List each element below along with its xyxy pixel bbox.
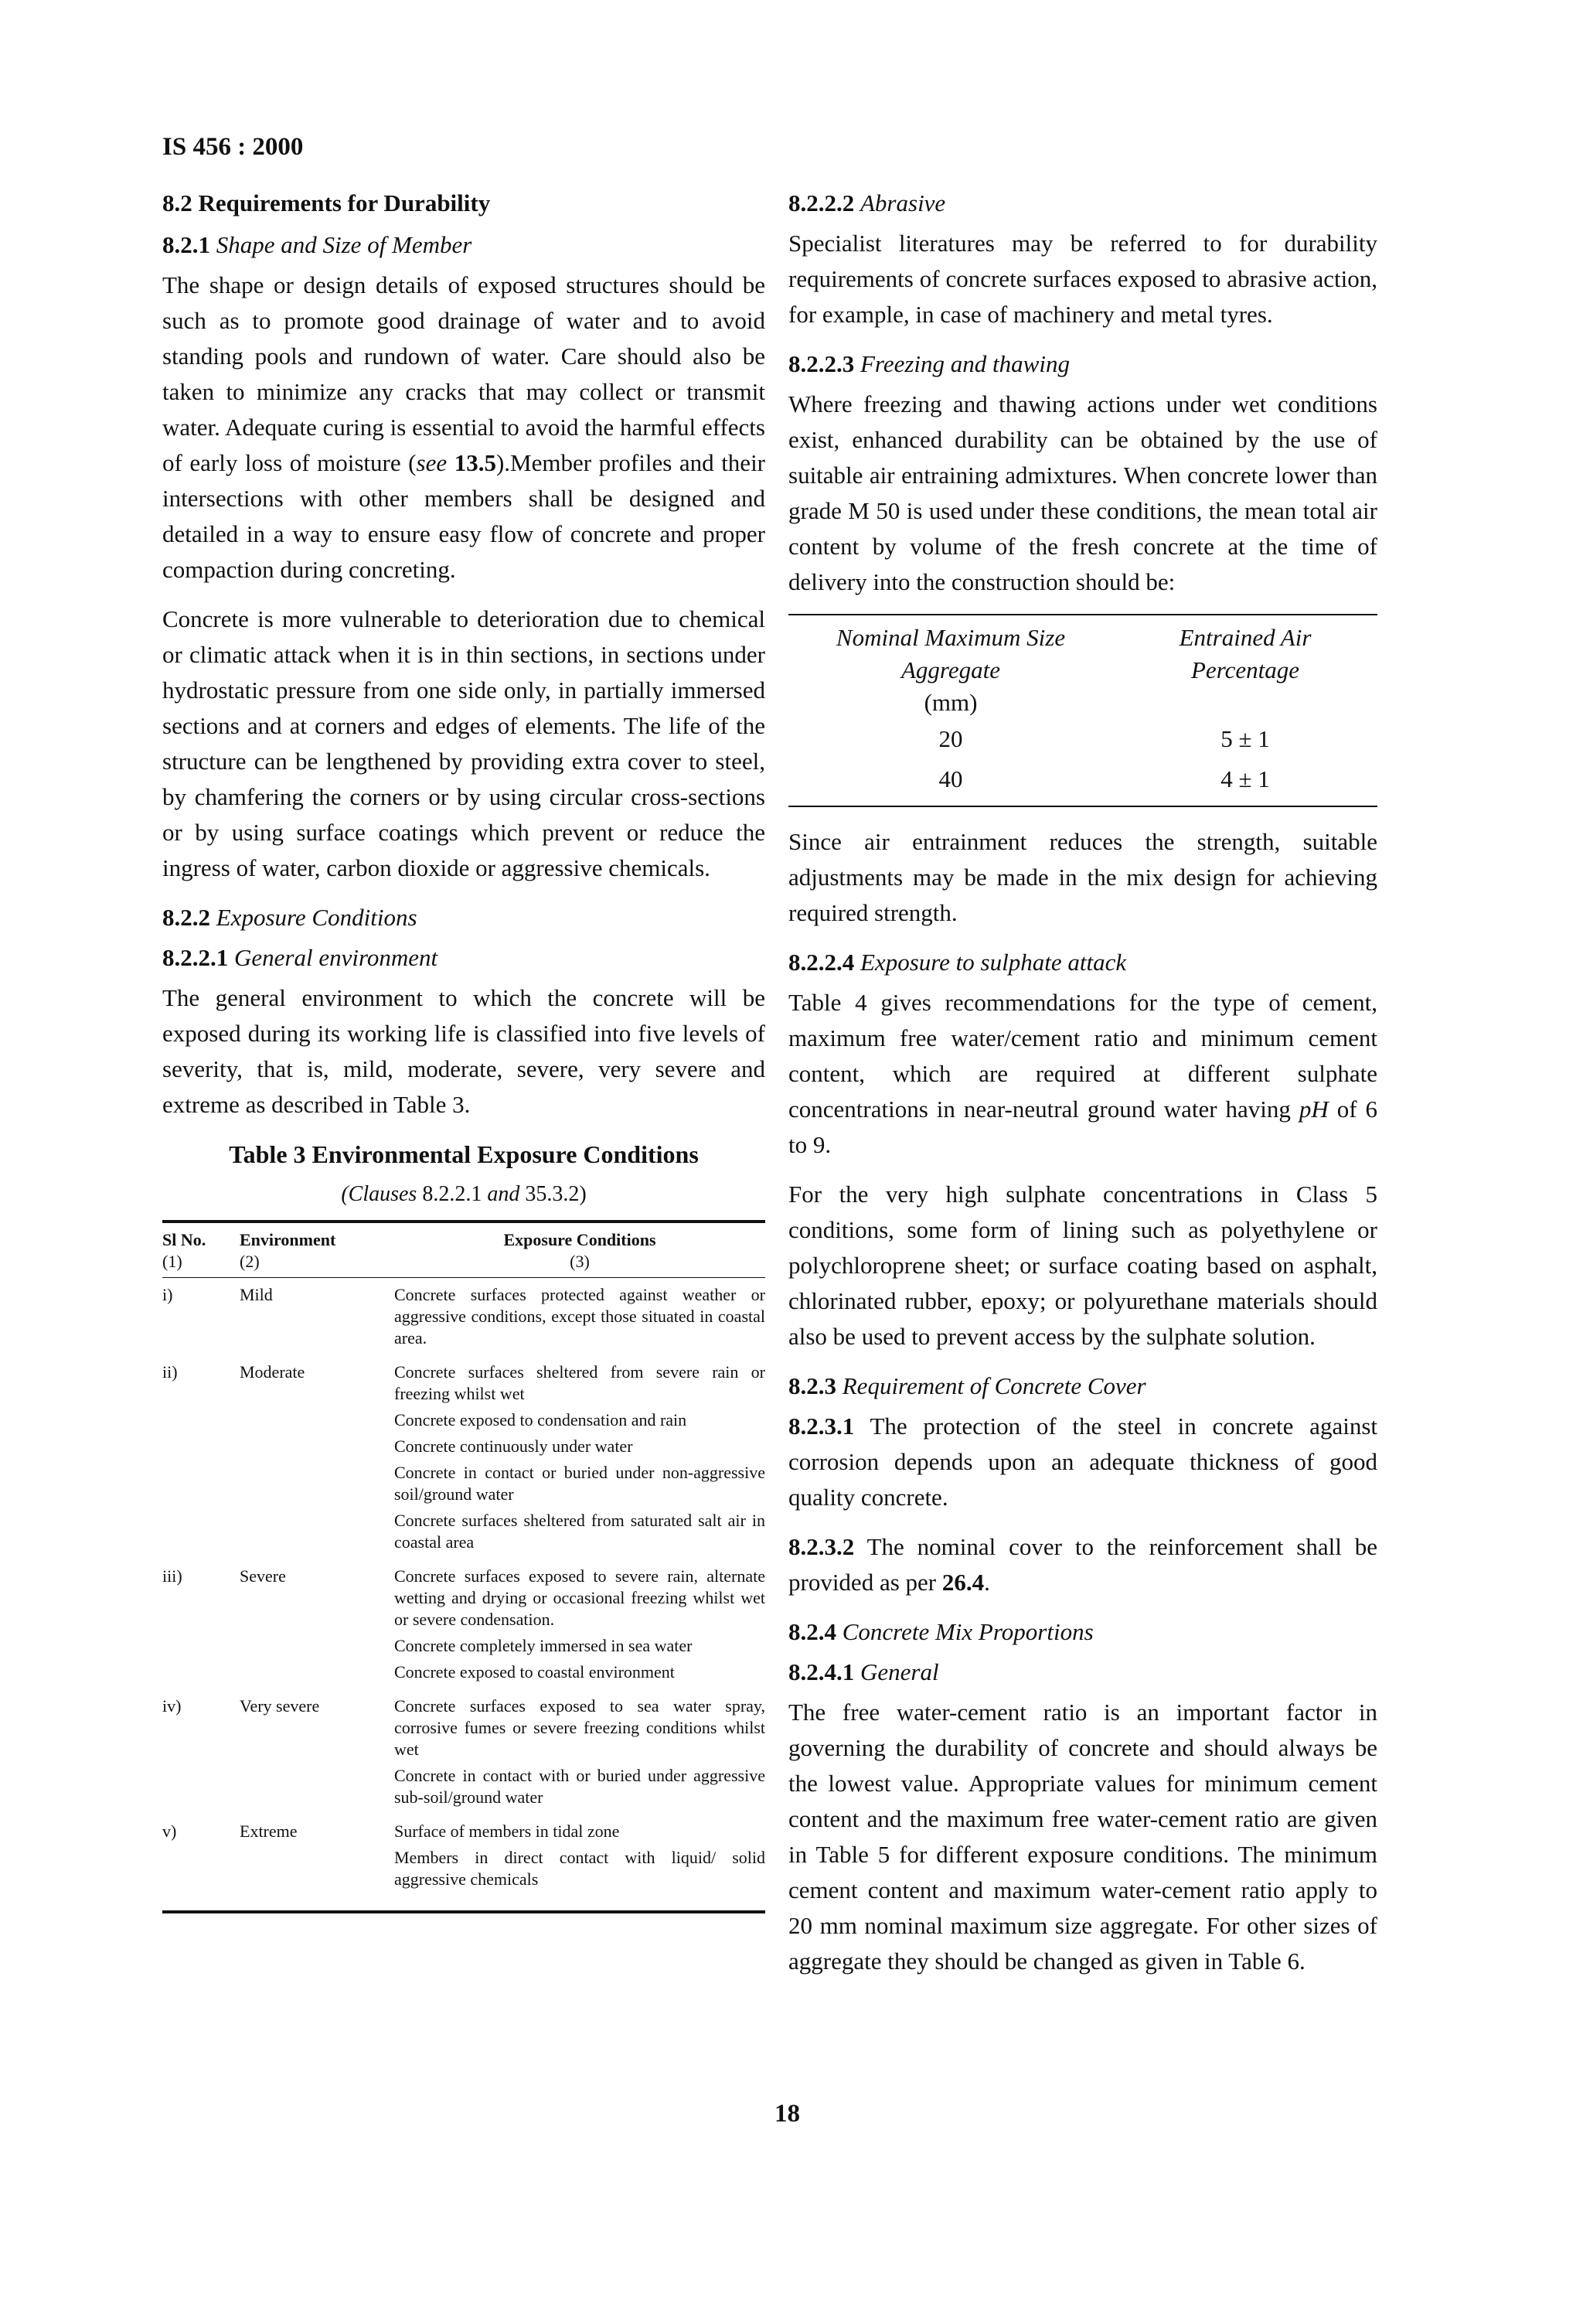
paragraph-8-2-3-2: 8.2.3.2 The nominal cover to the reinforcement shall be provided as per 26.4. — [788, 1533, 1377, 1596]
paragraph-vulnerability: Concrete is more vulnerable to deterioration due to chemical or climatic attack when it is in thin sections, in sections under hydrostatic pressure from one side only, in partially immersed sections and at corners and edges of elements. The life of the structure can be lengthened by providing extra cover to steel, by chamfering the corners or by using circular cross-sections or by using surface coatings which prevent or reduce the ingress of water, carbon dioxide or aggressive chemicals. — [162, 605, 765, 881]
exposure-condition: Concrete continuously under water — [394, 1436, 633, 1456]
row-environment: Severe — [240, 1566, 286, 1586]
header-exposure-conditions: Exposure Conditions — [503, 1230, 656, 1249]
exposure-condition: Concrete surfaces exposed to severe rain, alternate wetting and drying or occasional freezing whilst wet or severe condensation. — [394, 1566, 765, 1629]
row-sl-no: v) — [162, 1821, 177, 1841]
exposure-condition: Concrete in contact or buried under non-aggressive soil/ground water — [394, 1463, 765, 1504]
exposure-condition: Concrete completely immersed in sea water — [394, 1636, 693, 1655]
air-content-table — [788, 614, 1377, 807]
section-heading-8-2-2-2: 8.2.2.2 Abrasive — [788, 189, 946, 216]
exposure-condition: Concrete surfaces sheltered from saturated salt air in coastal area — [394, 1511, 765, 1552]
row-environment: Very severe — [240, 1696, 320, 1716]
header-environment: Environment — [240, 1230, 336, 1249]
row-environment: Extreme — [240, 1821, 298, 1841]
table-3-header-row — [162, 1229, 765, 1251]
section-heading-8-2-2-1: 8.2.2.1 General environment — [162, 944, 438, 971]
row-exposure-conditions — [394, 1284, 765, 1354]
section-heading-8-2-2: 8.2.2 Exposure Conditions — [162, 904, 417, 931]
row-exposure-conditions — [394, 1695, 765, 1813]
exposure-condition: Surface of members in tidal zone — [394, 1821, 620, 1841]
left-column — [162, 186, 765, 1913]
running-header: IS 456 : 2000 — [162, 133, 304, 161]
row-sl-no: iv) — [162, 1696, 182, 1716]
section-heading-8-2-1: 8.2.1 Shape and Size of Member — [162, 231, 472, 258]
right-column — [788, 186, 1377, 1993]
row-environment: Moderate — [240, 1362, 305, 1382]
header-entrained-air: Entrained Air Percentage — [1179, 624, 1312, 683]
exposure-condition: Concrete surfaces sheltered from severe rain or freezing whilst wet — [394, 1362, 765, 1403]
section-heading-8-2-3: 8.2.3 Requirement of Concrete Cover — [788, 1372, 1146, 1399]
table-3 — [162, 1220, 765, 1913]
section-heading-8-2-4: 8.2.4 Concrete Mix Proportions — [788, 1618, 1094, 1645]
paragraph-mix-general: The free water-cement ratio is an important factor in governing the durability of concrete and should always be the lowest value. Appropriate values for minimum cement content and the maximum free water-cement ratio are given in Table 5 for different exposure conditions. The minimum cement content and maximum water-cement ratio apply to 20 mm nominal maximum size aggregate. For other sizes of aggregate they should be changed as given in Table 6. — [788, 1699, 1377, 1975]
row-exposure-conditions — [394, 1361, 765, 1558]
table-row — [162, 1695, 765, 1813]
exposure-condition: Concrete surfaces exposed to sea water spray, corrosive fumes or severe freezing conditions whilst wet — [394, 1696, 765, 1759]
table-3-clauses: (Clauses 8.2.2.1 and 35.3.2) — [341, 1182, 587, 1206]
table-row — [162, 1284, 765, 1354]
exposure-condition: Concrete exposed to condensation and rain — [394, 1410, 687, 1429]
row-exposure-conditions — [394, 1566, 765, 1688]
row-environment: Mild — [240, 1285, 273, 1304]
paragraph-sulphate-table4: Table 4 gives recommendations for the type of cement, maximum free water/cement ratio and minimum cement content, which are required at different sulphate concentrations in near-neutral ground water having pH of 6 to 9. — [788, 989, 1377, 1158]
exposure-condition: Concrete surfaces protected against weather or aggressive conditions, except those situated in coastal area. — [394, 1285, 765, 1348]
table-3-body — [162, 1284, 765, 1895]
table-row — [162, 1821, 765, 1895]
paragraph-sulphate-lining: For the very high sulphate concentrations in Class 5 conditions, some form of lining such as polyethylene or polychloroprene sheet; or surface coating based on asphalt, chlorinated rubber, epoxy; or polyurethane materials should also be used to prevent access by the sulphate solution. — [788, 1181, 1377, 1350]
section-heading-8-2-4-1: 8.2.4.1 General — [788, 1658, 939, 1685]
section-heading-8-2-2-3: 8.2.2.3 Freezing and thawing — [788, 350, 1070, 377]
row-sl-no: iii) — [162, 1566, 182, 1586]
row-exposure-conditions — [394, 1821, 765, 1895]
table-3-column-numbers: (1) (2) (3) — [162, 1251, 765, 1278]
paragraph-shape-size: The shape or design details of exposed structures should be such as to promote good drainage of water and to avoid standing pools and rundown of water. Care should also be taken to minimize any cracks that may collect or transmit water. Adequate curing is essential to avoid the harmful effects of early loss of moisture (see 13.5).Member profiles and their intersections with other members shall be designed and detailed in a way to ensure easy flow of concrete and proper compaction during concreting. — [162, 271, 766, 583]
exposure-condition: Concrete in contact with or buried under aggressive sub-soil/ground water — [394, 1766, 765, 1807]
exposure-condition: Members in direct contact with liquid/ solid aggressive chemicals — [394, 1848, 765, 1889]
paragraph-air-entrainment: Since air entrainment reduces the strength, suitable adjustments may be made in the mix design for achieving required strength. — [788, 828, 1377, 926]
paragraph-8-2-3-1: 8.2.3.1 The protection of the steel in concrete against corrosion depends upon an adequate thickness of good quality concrete. — [788, 1412, 1377, 1511]
section-heading-8-2-2-4: 8.2.2.4 Exposure to sulphate attack — [788, 949, 1127, 976]
table-row — [162, 1361, 765, 1558]
header-aggregate-size: Nominal Maximum Size Aggregate (mm) — [836, 624, 1066, 716]
paragraph-freezing-thawing: Where freezing and thawing actions under wet conditions exist, enhanced durability can be obtained by the use of suitable air entraining admixtures. When concrete lower than grade M 50 is used under these conditions, the mean total air content by volume of the fresh concrete at the time of delivery into the construction should be: — [788, 390, 1377, 595]
table-row: 40 4 ± 1 — [938, 765, 1270, 792]
page-number: 18 — [774, 2100, 800, 2128]
row-sl-no: ii) — [162, 1362, 178, 1382]
header-sl-no: Sl No. — [162, 1230, 206, 1249]
air-table-header — [788, 622, 1377, 719]
row-sl-no: i) — [162, 1285, 173, 1304]
table-row: 20 5 ± 1 — [938, 725, 1270, 752]
table-row — [162, 1566, 765, 1688]
table-3-title: Table 3 Environmental Exposure Conditions — [229, 1140, 699, 1168]
paragraph-abrasive: Specialist literatures may be referred to for durability requirements of concrete surfaces exposed to abrasive action, for example, in case of machinery and metal tyres. — [788, 230, 1377, 328]
section-heading-8-2: 8.2 Requirements for Durability — [162, 189, 491, 216]
paragraph-general-environment: The general environment to which the concrete will be exposed during its working life is classified into five levels of severity, that is, mild, moderate, severe, very severe and extreme as described in Table 3. — [162, 984, 765, 1118]
exposure-condition: Concrete exposed to coastal environment — [394, 1662, 675, 1682]
